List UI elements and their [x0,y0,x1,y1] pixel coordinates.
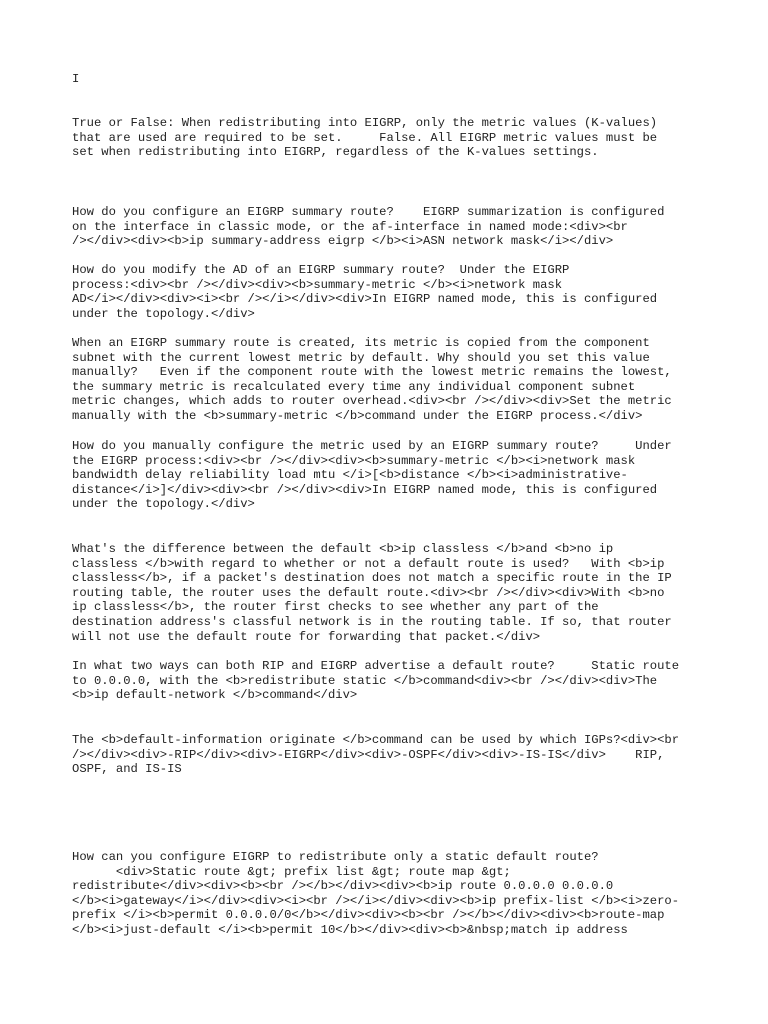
qa-block-6 [72,542,702,644]
text-line: to 0.0.0.0, with the <b>redistribute static </b>command<div><br /></div><div>The [72,673,658,688]
text-line: /></div><div>-RIP</div><div>-EIGRP</div><div>-OSPF</div><div>-IS-IS</div> RIP, [72,747,665,762]
text-line: ip classless</b>, the router first checks to see whether any part of the [72,600,599,615]
text-line: manually with the <b>summary-metric </b>command under the EIGRP process.</div> [72,408,643,423]
text-line: that are used are required to be set. False. All EIGRP metric values must be [72,130,658,145]
qa-block-2 [72,205,702,249]
text-line: set when redistributing into EIGRP, regardless of the K-values settings. [72,145,599,160]
text-line: AD</i></div><div><i><br /></i></div><div>In EIGRP named mode, this is configured [72,292,658,307]
text-line: on the interface in classic mode, or the af-interface in named mode:<div><br [72,219,628,234]
text-line: routing table, the router uses the default route.<div><br /></div><div>With <b>no [72,585,665,600]
text-line: distance</i>]</div><div><br /></div><div>In EIGRP named mode, this is configured [72,482,658,497]
text-line: OSPF, and IS-IS [72,762,182,777]
qa-block-1 [72,116,702,160]
text-line: How do you configure an EIGRP summary route? EIGRP summarization is configured [72,205,665,219]
page-marker-text: I [72,72,80,86]
qa-block-9 [72,850,702,938]
text-line: /></div><div><b>ip summary-address eigrp </b><i>ASN network mask</i></div> [72,234,614,249]
text-line: True or False: When redistributing into EIGRP, only the metric values (K-values) [72,116,658,130]
text-line: redistribute</div><div><b><br /></b></div><div><b>ip route 0.0.0.0 0.0.0.0 [72,879,614,894]
text-line: under the topology.</div> [72,306,255,321]
text-line: How do you modify the AD of an EIGRP summary route? Under the EIGRP [72,263,570,277]
text-line: </b><i>gateway</i></div><div><i><br /></i></div><div><b>ip prefix-list </b><i>zero- [72,893,680,908]
qa-block-7 [72,659,702,703]
text-line: In what two ways can both RIP and EIGRP advertise a default route? Static route [72,659,680,673]
text-line: will not use the default route for forwarding that packet.</div> [72,629,541,644]
qa-block-3 [72,263,702,321]
page-marker [72,72,702,87]
text-line: classless</b>, if a packet's destination does not match a specific route in the IP [72,571,672,586]
text-line: destination address's classful network is in the routing table. If so, that router [72,614,672,629]
text-line: subnet with the current lowest metric by default. Why should you set this value [72,350,650,365]
text-line: the summary metric is recalculated every time any individual component subnet [72,379,636,394]
qa-block-4 [72,336,702,424]
qa-block-8 [72,733,702,777]
text-line: </b><i>just-default </i><b>permit 10</b></div><div><b>&nbsp;match ip address [72,922,628,937]
text-line: the EIGRP process:<div><br /></div><div><b>summary-metric </b><i>network mask [72,453,636,468]
qa-block-5 [72,439,702,512]
text-line: How can you configure EIGRP to redistribute only a static default route? [72,850,599,864]
text-line: bandwidth delay reliability load mtu </i>[<b>distance </b><i>administrative- [72,468,628,483]
text-line: manually? Even if the component route with the lowest metric remains the lowest, [72,365,672,380]
text-line: What's the difference between the default <b>ip classless </b>and <b>no ip [72,542,614,556]
text-line: under the topology.</div> [72,497,255,512]
text-line: How do you manually configure the metric used by an EIGRP summary route? Under [72,439,672,453]
text-line: The <b>default-information originate </b>command can be used by which IGPs?<div><br [72,733,680,747]
text-line: <div>Static route &gt; prefix list &gt; route map &gt; [72,864,511,879]
text-line: prefix </i><b>permit 0.0.0.0/0</b></div><div><b><br /></b></div><div><b>route-map [72,908,665,923]
text-line: classless </b>with regard to whether or not a default route is used? With <b>ip [72,556,665,571]
text-line: metric changes, which adds to router overhead.<div><br /></div><div>Set the metric [72,394,672,409]
text-line: <b>ip default-network </b>command</div> [72,688,358,703]
text-line: When an EIGRP summary route is created, its metric is copied from the component [72,336,650,350]
text-line: process:<div><br /></div><div><b>summary-metric </b><i>network mask [72,277,563,292]
